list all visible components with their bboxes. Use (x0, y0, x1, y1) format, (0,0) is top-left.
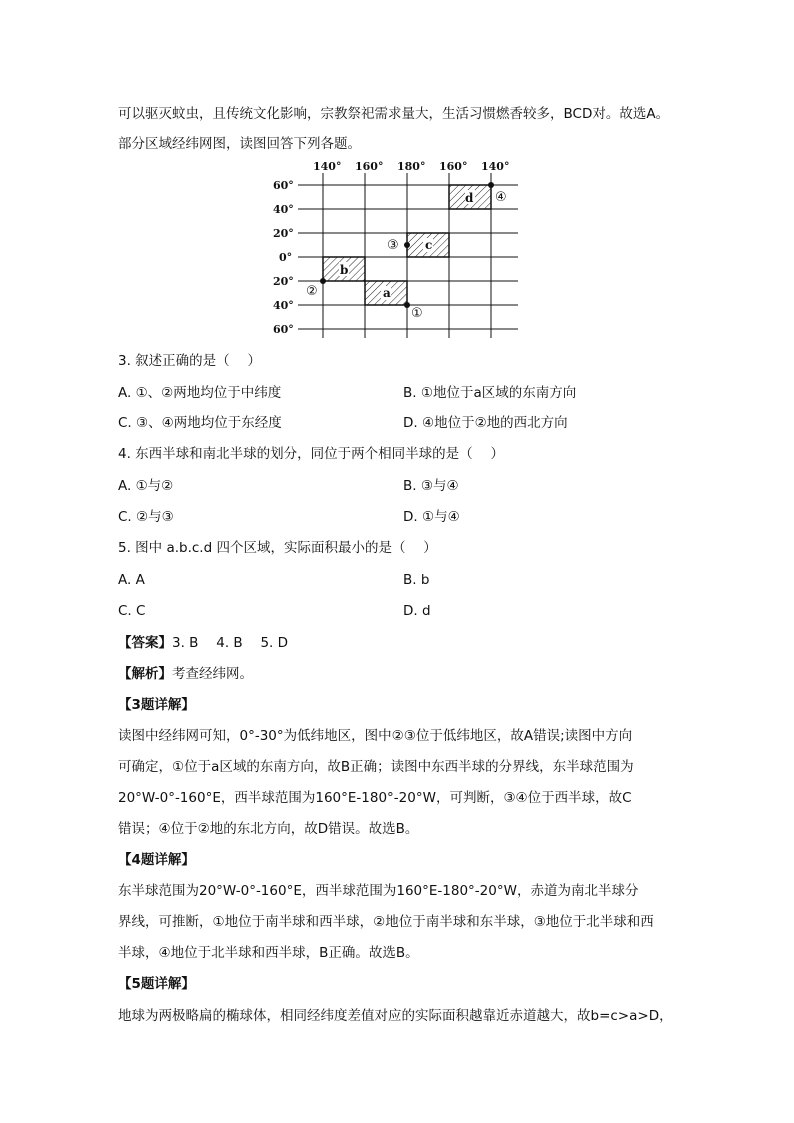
lat-label-60n: 60° (273, 179, 294, 192)
lon-label-160-east: 160° (439, 160, 468, 173)
point-3-label: ③ (387, 238, 399, 253)
detail3-line-1: 读图中经纬网可知，0°-30°为低纬地区，图中②③位于低纬地区，故A错误;读图中方向 (118, 728, 633, 744)
q4-stem: 4. 东西半球和南北半球的划分，同位于两个相同半球的是（ ） (118, 446, 504, 462)
q5-option-a: A. A (118, 572, 145, 588)
region-label-c: c (425, 238, 433, 252)
lat-label-20n: 20° (273, 227, 294, 240)
point-3-dot (404, 242, 410, 248)
q4-option-d: D. ①与④ (403, 509, 460, 525)
intro-line-1: 可以驱灭蚊虫，且传统文化影响，宗教祭祀需求量大，生活习惯燃香较多，BCD对。故选A。 (118, 106, 670, 122)
point-1-label: ① (411, 306, 423, 321)
detail4-line-3: 半球，④地位于北半球和西半球，B正确。故选B。 (118, 945, 419, 961)
q3-stem: 3. 叙述正确的是（ ） (118, 353, 261, 369)
point-2-label: ② (306, 284, 318, 299)
detail3-heading: 【3题详解】 (118, 697, 195, 713)
detail3-line-4: 错误；④位于②地的东北方向，故D错误。故选B。 (118, 821, 419, 837)
region-label-a: a (383, 286, 391, 300)
detail5-line-1: 地球为两极略扁的椭球体，相同经纬度差值对应的实际面积越靠近赤道越大，故b=c>a>D， (118, 1008, 673, 1024)
detail4-line-2: 界线，可推断，①地位于南半球和西半球，②地位于南半球和东半球，③地位于北半球和西 (118, 914, 654, 930)
q5-option-b: B. b (403, 572, 430, 588)
q3-option-c: C. ③、④两地均位于东经度 (118, 415, 282, 431)
point-2-dot (320, 278, 326, 284)
detail4-heading: 【4题详解】 (118, 852, 195, 868)
point-4-label: ④ (495, 190, 507, 205)
region-label-b: b (340, 263, 349, 277)
q4-option-b: B. ③与④ (403, 478, 459, 494)
q4-option-c: C. ②与③ (118, 509, 174, 525)
lat-label-20s: 20° (273, 275, 294, 288)
analysis-label: 【解析】 (118, 666, 172, 682)
lon-label-140: 140° (313, 160, 342, 173)
q4-option-a: A. ①与② (118, 478, 174, 494)
lat-lon-grid-map (0, 0, 794, 345)
lon-label-160: 160° (355, 160, 384, 173)
lat-label-40s: 40° (273, 299, 294, 312)
q3-option-a: A. ①、②两地均位于中纬度 (118, 385, 282, 401)
answer-text: 3. B 4. B 5. D (172, 635, 289, 651)
answer-line (118, 633, 288, 653)
q3-option-b: B. ①地位于a区域的东南方向 (403, 385, 577, 401)
detail5-heading: 【5题详解】 (118, 976, 195, 992)
point-1-dot (404, 302, 410, 308)
detail3-line-3: 20°W-0°-160°E，西半球范围为160°E-180°-20°W，可判断，③④位于西半球，故C (118, 790, 632, 806)
q5-option-c: C. C (118, 603, 146, 619)
lon-label-140-east: 140° (481, 160, 510, 173)
analysis-text: 考查经纬网。 (172, 666, 253, 682)
lat-label-0: 0° (279, 251, 293, 264)
lat-label-60s: 60° (273, 323, 294, 336)
region-label-d: d (465, 191, 474, 205)
q5-option-d: D. d (403, 603, 431, 619)
point-4-dot (488, 182, 494, 188)
lon-label-180: 180° (397, 160, 426, 173)
answer-label: 【答案】 (118, 635, 172, 651)
detail4-line-1: 东半球范围为20°W-0°-160°E，西半球范围为160°E-180°-20°W，赤道为南北半球分 (118, 883, 639, 899)
intro-line-2: 部分区域经纬网图，读图回答下列各题。 (118, 136, 361, 152)
q5-stem: 5. 图中 a.b.c.d 四个区域，实际面积最小的是（ ） (118, 540, 437, 556)
detail3-line-2: 可确定，①位于a区域的东南方向，故B正确；读图中东西半球的分界线，东半球范围为 (118, 759, 634, 775)
q3-option-d: D. ④地位于②地的西北方向 (403, 415, 568, 431)
analysis-line (118, 664, 253, 684)
lat-label-40n: 40° (273, 203, 294, 216)
